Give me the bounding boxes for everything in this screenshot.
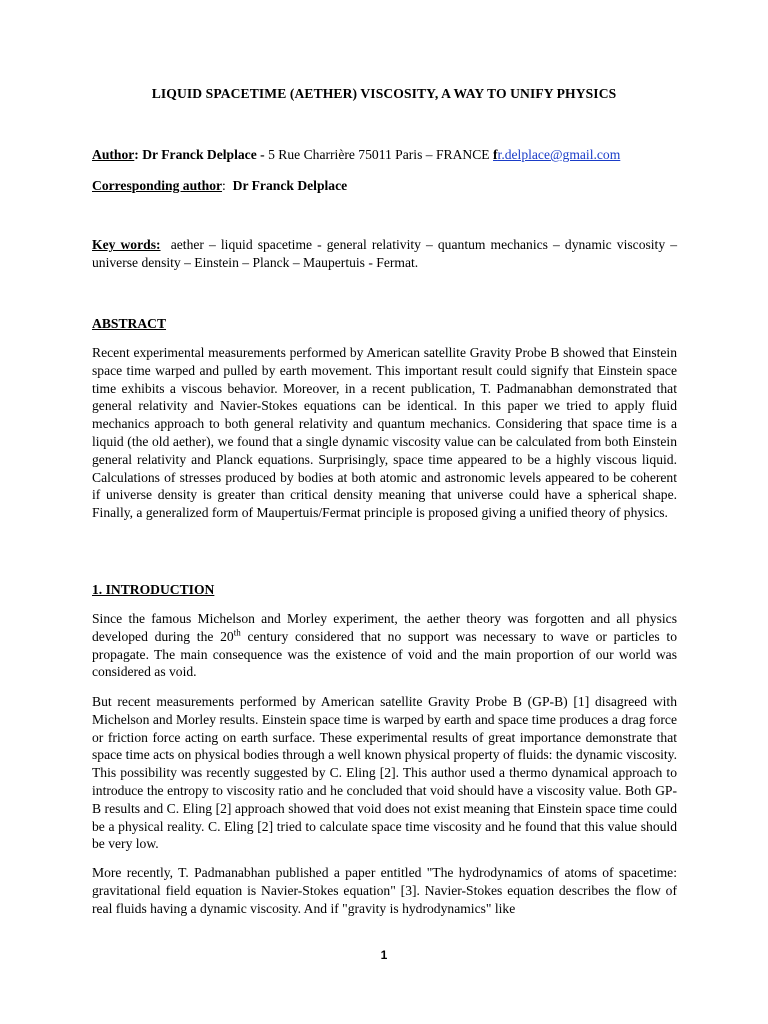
intro-p1-superscript: th — [233, 627, 241, 638]
corresponding-colon: : — [222, 178, 226, 193]
author-name: Dr Franck Delplace - — [142, 147, 265, 162]
abstract-text: Recent experimental measurements performed by American satellite Gravity Probe B showed that Einstein space time warped and pulled by earth movement. This important result could signify that Einstein space time exhibits a viscous behavior. Moreover, in a recent publication, T. Padmanabhan demonstrated that general relativity and Navier-Stokes equations can be identical. In this paper we tried to apply fluid mechanics approach to both general relativity and quantum mechanics. Considering that space time is a liquid (the old aether), we found that a single dynamic viscosity value can be calculated from both Einstein general relativity and Planck equations. Surprisingly, space time appeared to be a highly viscous liquid. Calculations of stresses produced by bodies at both atomic and astronomic levels appeared to be coherent if universe density is greater than critical density meaning that universe could have a spherical shape. Finally, a generalized form of Maupertuis/Fermat principle is proposed giving a unified theory of physics. — [92, 345, 677, 521]
intro-p1-text-b: century considered that no support was necessary to wave or particles to propagate. The main consequence was the existence of void and the main proportion of our world was considered as void. — [92, 628, 678, 680]
corresponding-author-line — [92, 177, 677, 195]
intro-p1-text-a: Since the famous Michelson and Morley experiment, the aether theory was forgotten and all physics developed during the 20 — [92, 611, 677, 644]
page-number: 1 — [380, 948, 388, 962]
author-email-link[interactable] — [493, 147, 620, 162]
keywords-paragraph — [92, 236, 677, 272]
keywords-text: aether – liquid spacetime - general relativity – quantum mechanics – dynamic viscosity – universe density – Einstein – Planck – Maupertuis - Fermat. — [92, 237, 678, 270]
corresponding-label: Corresponding author — [92, 178, 223, 193]
paper-title: LIQUID SPACETIME (AETHER) VISCOSITY, A WAY TO UNIFY PHYSICS — [151, 86, 617, 101]
corresponding-label-group — [92, 178, 226, 193]
author-label-group — [92, 147, 139, 162]
introduction-heading: 1. INTRODUCTION — [92, 582, 215, 597]
keywords-label: Key words: — [92, 237, 161, 252]
author-label: Author — [92, 147, 135, 162]
intro-paragraph-1 — [92, 610, 677, 681]
email-prefix: f — [493, 147, 498, 162]
intro-paragraph-3: More recently, T. Padmanabhan published a paper entitled "The hydrodynamics of atoms of spacetime: gravitational field equation is Navier-Stokes equation" [3]. Navier-Stokes equation describes the flow of real fluids having a dynamic viscosity. And if "gravity is hydrodynamics" like — [92, 865, 677, 916]
author-line — [92, 146, 677, 164]
author-colon: : — [134, 147, 139, 162]
intro-paragraph-2: But recent measurements performed by American satellite Gravity Probe B (GP-B) [1] disagreed with Michelson and Morley results. Einstein space time is warped by earth and space time produces a drag force or friction force acting on earth surface. These experimental results of great importance demonstrate that space time acts on physical bodies through a well known physical property of fluids: the dynamic viscosity. This possibility was recently suggested by C. Eling [2]. This author used a thermo dynamical approach to introduce the entropy to viscosity ratio and he concluded that void should have a viscosity value. Both GP-B results and C. Eling [2] approach showed that void does not exist meaning that Einstein space time could be a physical reality. C. Eling [2] tried to calculate space time viscosity and he found that this value should be very low. — [92, 694, 677, 852]
abstract-heading: ABSTRACT — [92, 316, 167, 331]
author-address: 5 Rue Charrière 75011 Paris – FRANCE — [268, 147, 490, 162]
author-email: r.delplace@gmail.com — [497, 147, 621, 162]
corresponding-name: Dr Franck Delplace — [232, 178, 348, 193]
